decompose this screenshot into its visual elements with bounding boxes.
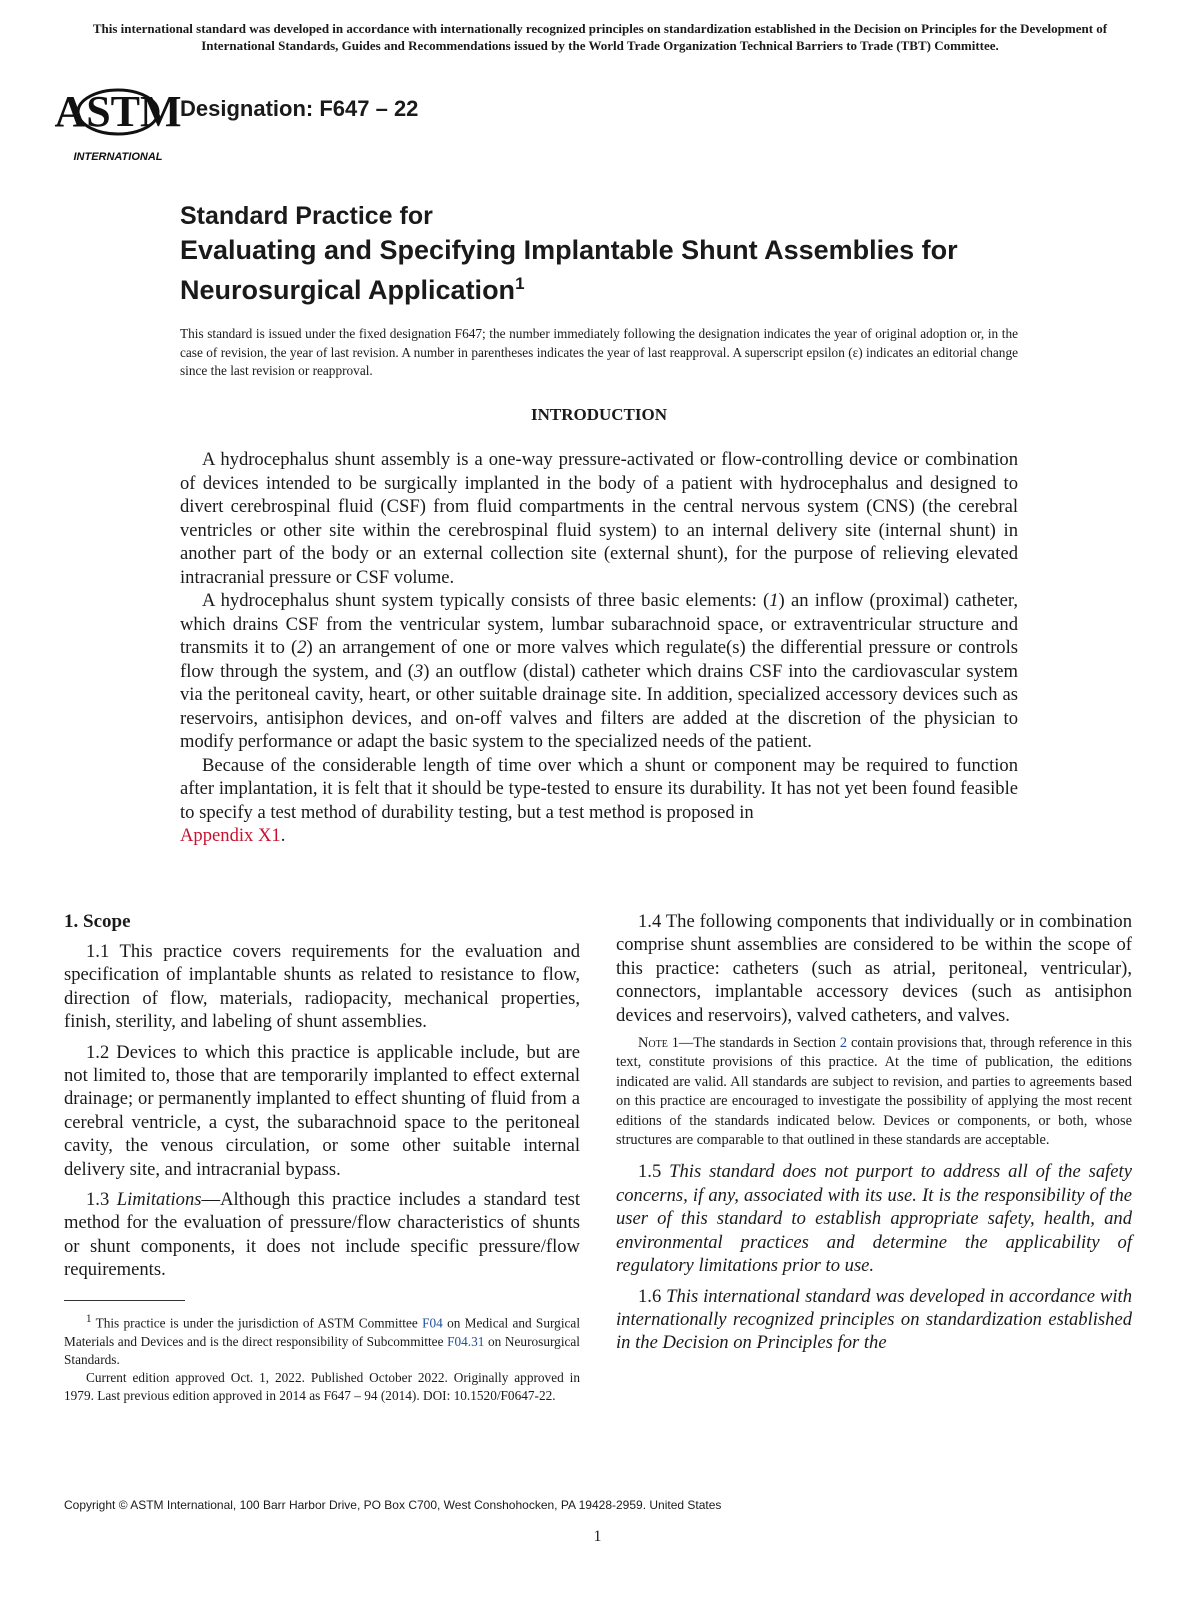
title-block <box>180 200 1060 307</box>
footnote-1: $^1$ This practice is under the jurisdiction of ASTM Committee F04 on Medical and Surgical Materials and Devices and is the direct responsibility of Subcommittee F04.31 on Neurosurgical Standards. <box>64 1313 581 1367</box>
f04-31-link[interactable]: F04.31 <box>447 1333 485 1349</box>
title-main <box>180 234 1060 307</box>
introduction-body <box>180 448 1018 848</box>
list-num-3: 3 <box>413 660 424 682</box>
list-num-1: 1 <box>769 590 779 611</box>
f04-link[interactable]: F04 <box>422 1315 443 1331</box>
designation: Designation: F647 – 22 <box>180 96 419 121</box>
introduction-heading: INTRODUCTION <box>530 405 668 424</box>
section-1-heading: 1. Scope <box>64 911 131 932</box>
footnotes <box>64 1310 580 1405</box>
title-footnote-mark: 1 <box>515 274 525 293</box>
footnote-rule <box>64 1300 185 1301</box>
footnote-2: Current edition approved Oct. 1, 2022. Published October 2022. Originally approved in 1979. Last previous edition approved in 2014 as F647 – 94 (2014). DOI: 10.1520/F0647-22. <box>64 1370 580 1404</box>
page-number: 1 <box>593 1528 602 1545</box>
note-1: Note 1—The standards in Section 2 contain provisions that, through reference in this text, constitute provisions of this practice. At the time of publication, the editions indicated are valid. All standards are subject to revision, and parties to agreements based on this practice are encouraged to investigate the possibility of applying the most recent editions of the standards indicated below. Devices or components, or both, whose structures are comparable to that outlined in these standards are acceptable. <box>616 1035 1132 1149</box>
astm-logo <box>54 70 182 166</box>
limitations-label: Limitations <box>116 1189 202 1211</box>
section-1-3: 1.3 Limitations—Although this practice includes a standard test method for the evaluation of pressure/flow characteristics of shunts or shunt components, it does not include specific pressure/flow requirements. <box>64 1189 580 1281</box>
logo-subtext: INTERNATIONAL <box>73 151 163 163</box>
section-1-4: 1.4 The following components that individually or in combination comprise shunt assemblies are considered to be within the scope of this practice: catheters (such as atrial, peritoneal, ventricular), connectors, implantable accessory devices (such as antisiphon devices and reservoirs), valved catheters, and valves. <box>616 911 1132 1026</box>
section-1-6: 1.6 This international standard was developed in accordance with internationally recognized principles on standardization established in the Decision on Principles for the <box>616 1285 1132 1354</box>
issuance-note: This standard is issued under the fixed designation F647; the number immediately following the designation indicates the year of original adoption or, in the case of revision, the year of last revision. A number in parentheses indicates the year of last reapproval. A superscript epsilon (ε) indicates an editorial change since the last revision or reapproval. <box>180 326 1018 378</box>
intro-paragraph-3: Because of the considerable length of time over which a shunt or component may be required to function after implantation, it is felt that it should be type-tested to ensure its durability. It has not yet been found feasible to specify a test method of durability testing, but a test method is proposed in Appendix X1. <box>180 754 1018 846</box>
section-1-2: 1.2 Devices to which this practice is applicable include, but are not limited to, those that are temporarily implanted to effect external drainage; or permanently implanted to effect shunting of fluid from a cerebral ventricle, a cyst, the subarachnoid space to the peritoneal cavity, the venous circulation, or some other suitable internal delivery site, and intracranial bypass. <box>64 1041 580 1180</box>
intro-paragraph-2: A hydrocephalus shunt system typically consists of three basic elements: (1) an inflow (proximal) catheter, which drains CSF from the ventricular system, lumbar subarachnoid space, or extraventricular structure and transmits it to (2) an arrangement of one or more valves which regulate(s) the differential pressure or controls flow through the system, and (3) an outflow (distal) catheter which drains CSF into the cardiovascular system via the peritoneal cavity, heart, or other suitable drainage site. In addition, specialized accessory devices such as reservoirs, antisiphon devices, and on-off valves and filters are added at the discretion of the physician to modify performance or adapt the basic system to the specialized needs of the patient. <box>180 590 1018 752</box>
title-text: Evaluating and Specifying Implantable Shunt Assemblies for Neurosurgical Application <box>180 235 958 305</box>
left-column <box>64 910 580 1289</box>
right-column <box>616 910 1132 1362</box>
title-line1: Standard Practice for <box>180 202 433 230</box>
top-notice: This international standard was developed in accordance with internationally recognized principles on standardization established in the Decision on Principles for the Development of International Standards, Guides and Recommendations issued by the World Trade Organization Technical Barriers to Trade (TBT) Committee. <box>92 21 1108 53</box>
section-2-link[interactable]: 2 <box>839 1035 848 1052</box>
logo-text: ASTM <box>54 87 182 136</box>
appendix-x1-link[interactable]: Appendix X1 <box>180 825 281 846</box>
copyright: Copyright © ASTM International, 100 Barr Harbor Drive, PO Box C700, West Conshohocken, PA 19428-2959. United States <box>64 1498 722 1512</box>
intro-paragraph-1: A hydrocephalus shunt assembly is a one-way pressure-activated or flow-controlling device or combination of devices intended to be surgically implanted in the body of a patient with hydrocephalus and designed to divert cerebrospinal fluid (CSF) from fluid compartments in the central nervous system (CNS) (the cerebral ventricles or other site within the cerebrospinal fluid system) to an internal delivery site (internal shunt) in another part of the body or an external collection site (external shunt), for the purpose of relieving elevated intracranial pressure or CSF volume. <box>180 449 1018 588</box>
list-num-2: 2 <box>297 637 307 658</box>
section-1-5: 1.5 This standard does not purport to address all of the safety concerns, if any, associated with its use. It is the responsibility of the user of this standard to establish appropriate safety, health, and environmental practices and determine the applicability of regulatory limitations prior to use. <box>616 1161 1132 1277</box>
section-1-1: 1.1 This practice covers requirements for the evaluation and specification of implantable shunts as related to resistance to flow, direction of flow, materials, radiopacity, mechanical properties, finish, sterility, and labeling of shunt assemblies. <box>64 941 580 1033</box>
